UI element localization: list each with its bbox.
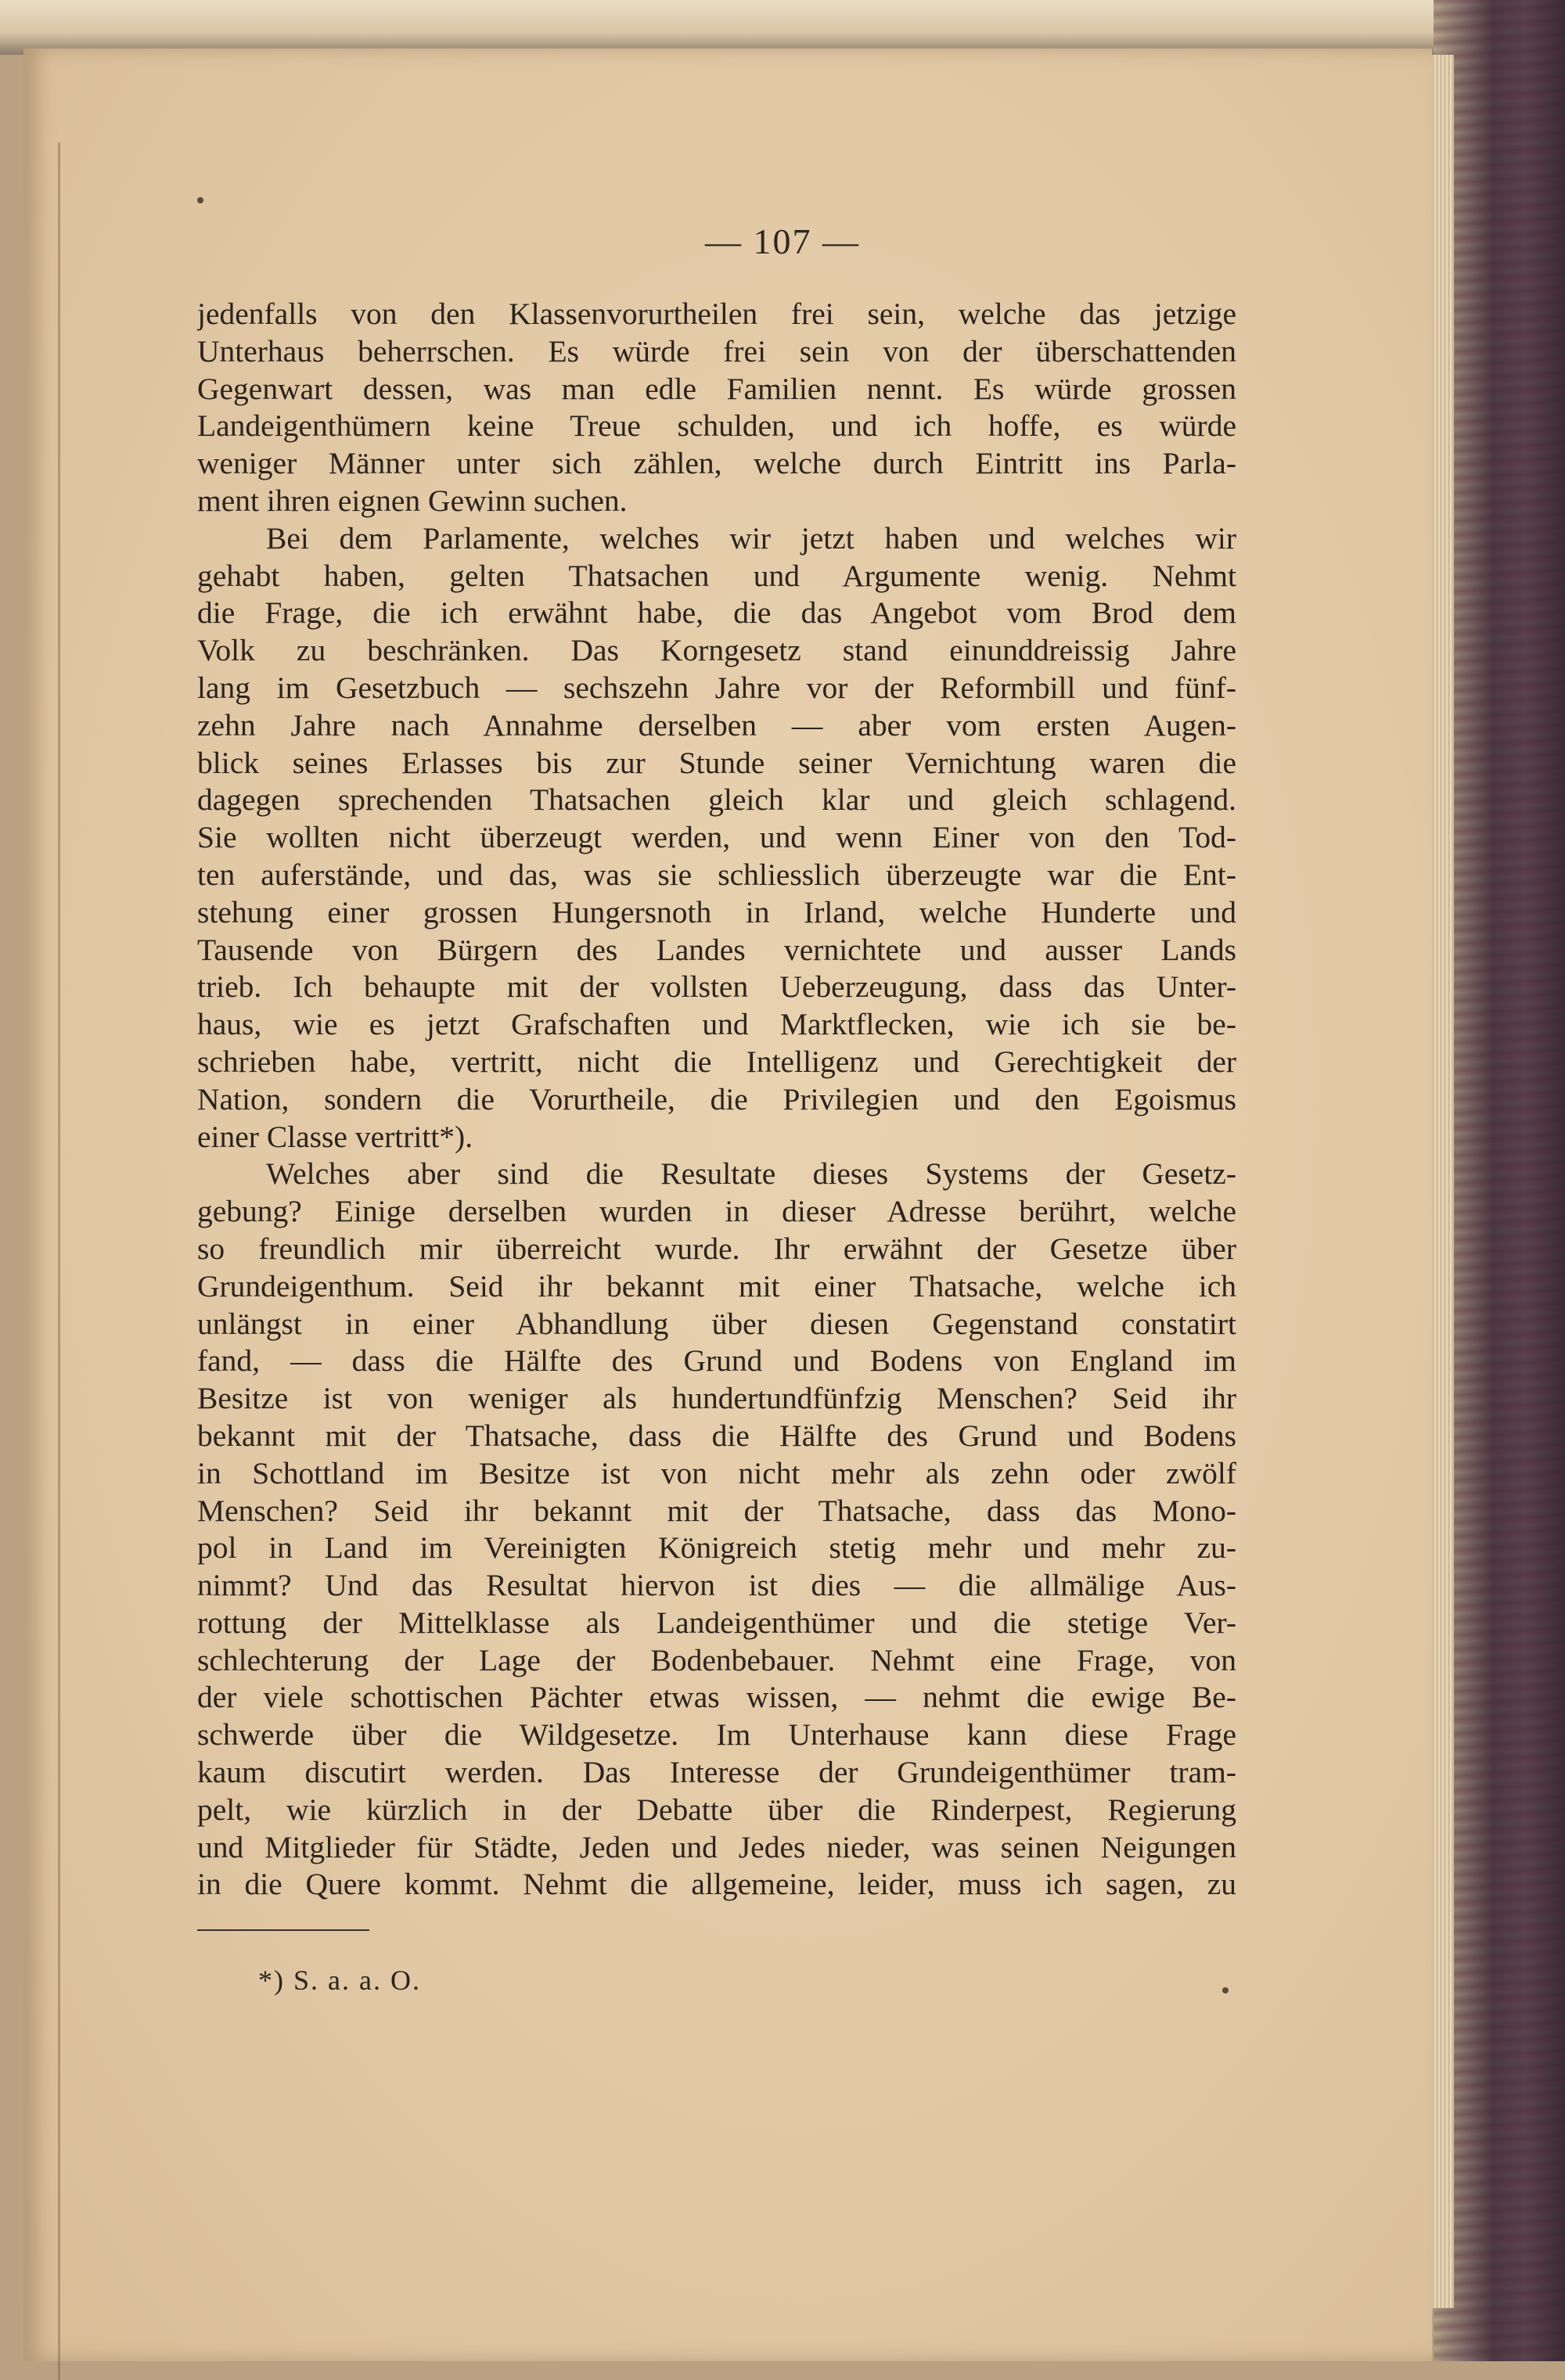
footnote-rule bbox=[197, 1929, 369, 1931]
text-line: Grundeigenthum. Seid ihr bekannt mit einer Thatsache, welche ich bbox=[197, 1268, 1236, 1303]
text-line: haus, wie es jetzt Grafschaften und Marktflecken, wie ich sie be- bbox=[197, 1007, 1236, 1042]
gutter-shadow bbox=[58, 142, 60, 2380]
text-line: Nation, sondern die Vorurtheile, die Privilegien und den Egoismus bbox=[197, 1081, 1236, 1116]
text-line: schrieben habe, vertritt, nicht die Intelligenz und Gerechtigkeit der bbox=[197, 1044, 1236, 1079]
text-line: rottung der Mittelklasse als Landeigenthümer und die stetige Ver- bbox=[197, 1605, 1236, 1640]
text-line: ment ihren eignen Gewinn suchen. bbox=[197, 483, 628, 518]
text-line: unlängst in einer Abhandlung über diesen Gegenstand constatirt bbox=[197, 1306, 1236, 1341]
text-line: bekannt mit der Thatsache, dass die Hälfte des Grund und Bodens bbox=[197, 1418, 1236, 1453]
text-line: Besitze ist von weniger als hundertundfünfzig Menschen? Seid ihr bbox=[197, 1381, 1236, 1416]
text-line: schwerde über die Wildgesetze. Im Unterhause kann diese Frage bbox=[197, 1717, 1236, 1753]
text-line: Bei dem Parlamente, welches wir jetzt haben und welches wir bbox=[266, 520, 1236, 555]
text-line: so freundlich mir überreicht wurde. Ihr erwähnt der Gesetze über bbox=[197, 1231, 1236, 1266]
text-line: trieb. Ich behaupte mit der vollsten Ueberzeugung, dass das Unter- bbox=[197, 969, 1236, 1005]
text-line: die Frage, die ich erwähnt habe, die das Angebot vom Brod dem bbox=[197, 595, 1236, 631]
text-line: Gegenwart dessen, was man edle Familien nennt. Es würde grossen bbox=[197, 371, 1236, 406]
text-line: ten auferstände, und das, was sie schliesslich überzeugte war die Ent- bbox=[197, 857, 1236, 892]
paper-speck bbox=[1222, 1987, 1229, 1994]
text-line: weniger Männer unter sich zählen, welche durch Eintritt ins Parla- bbox=[197, 446, 1236, 481]
footnote: *) S. a. a. O. bbox=[258, 1965, 421, 1996]
text-line: blick seines Erlasses bis zur Stunde seiner Vernichtung waren die bbox=[197, 745, 1236, 780]
text-line: lang im Gesetzbuch — sechszehn Jahre vor der Reformbill und fünf- bbox=[197, 670, 1236, 705]
text-line: der viele schottischen Pächter etwas wissen, — nehmt die ewige Be- bbox=[197, 1680, 1236, 1715]
text-line: schlechterung der Lage der Bodenbebauer. Nehmt eine Frage, von bbox=[197, 1642, 1236, 1677]
text-line: Menschen? Seid ihr bekannt mit der Thatsache, dass das Mono- bbox=[197, 1493, 1236, 1528]
text-line: dagegen sprechenden Thatsachen gleich klar und gleich schlagend. bbox=[197, 782, 1236, 818]
text-line: in Schottland im Besitze ist von nicht mehr als zehn oder zwölf bbox=[197, 1455, 1236, 1490]
text-line: in die Quere kommt. Nehmt die allgemeine, leider, muss ich sagen, zu bbox=[197, 1867, 1236, 1902]
text-line: Tausende von Bürgern des Landes vernichtete und ausser Lands bbox=[197, 932, 1236, 967]
text-line: einer Classe vertritt*). bbox=[197, 1119, 473, 1154]
text-line: jedenfalls von den Klassenvorurtheilen frei sein, welche das jetzige bbox=[197, 297, 1236, 331]
text-line: Unterhaus beherrschen. Es würde frei sein von der überschattenden bbox=[197, 333, 1236, 369]
text-line: pol in Land im Vereinigten Königreich stetig mehr und mehr zu- bbox=[197, 1530, 1236, 1566]
body-text bbox=[197, 296, 1236, 1904]
text-line: Sie wollten nicht überzeugt werden, und wenn Einer von den Tod- bbox=[197, 820, 1236, 855]
paper-speck bbox=[197, 197, 203, 203]
text-line: pelt, wie kürzlich in der Debatte über die Rinderpest, Regierung bbox=[197, 1792, 1236, 1827]
text-line: stehung einer grossen Hungersnoth in Irland, welche Hunderte und bbox=[197, 894, 1236, 929]
text-line: kaum discutirt werden. Das Interesse der Grundeigenthümer tram- bbox=[197, 1755, 1236, 1790]
page-number: — 107 — bbox=[705, 221, 860, 261]
text-line: gehabt haben, gelten Thatsachen und Argumente wenig. Nehmt bbox=[197, 558, 1236, 593]
text-line: Landeigenthümern keine Treue schulden, und ich hoffe, es würde bbox=[197, 408, 1236, 444]
text-line: nimmt? Und das Resultat hiervon ist dies — die allmälige Aus- bbox=[197, 1568, 1236, 1603]
text-line: Welches aber sind die Resultate dieses Systems der Gesetz- bbox=[266, 1156, 1236, 1192]
text-line: und Mitglieder für Städte, Jeden und Jedes nieder, was seinen Neigungen bbox=[197, 1829, 1236, 1864]
text-line: zehn Jahre nach Annahme derselben — aber vom ersten Augen- bbox=[197, 707, 1236, 742]
scan-top-edge bbox=[0, 0, 1565, 55]
text-line: gebung? Einige derselben wurden in dieser Adresse berührt, welche bbox=[197, 1194, 1236, 1229]
text-line: Volk zu beschränken. Das Korngesetz stand einunddreissig Jahre bbox=[197, 633, 1236, 668]
text-line: fand, — dass die Hälfte des Grund und Bodens von England im bbox=[197, 1343, 1236, 1379]
